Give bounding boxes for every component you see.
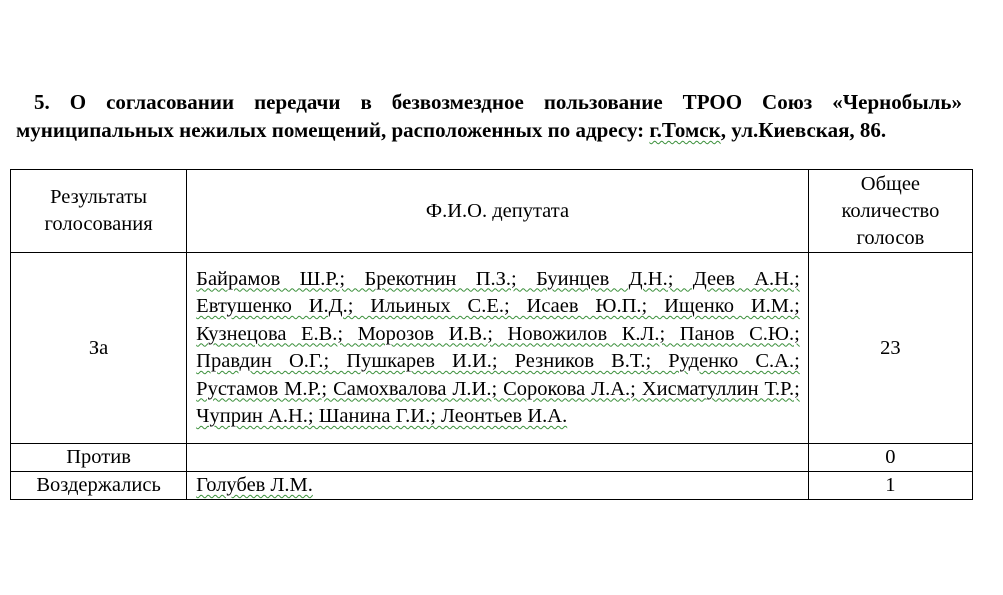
- row-result-abstained: Воздержались: [11, 472, 187, 500]
- row-total-for: 23: [808, 253, 972, 444]
- row-result-against: Против: [11, 444, 187, 472]
- header-total-votes: Общее количество голосов: [808, 170, 972, 253]
- header-deputy-name: Ф.И.О. депутата: [187, 170, 809, 253]
- row-total-against: 0: [808, 444, 972, 472]
- table-row: [11, 444, 973, 472]
- section-heading: [16, 88, 962, 144]
- row-result-for: За: [11, 253, 187, 444]
- table-row: [11, 472, 973, 500]
- section-title-text: О согласовании передачи в безвозмездное пользование ТРОО Союз «Чернобыль» муниципальных нежилых помещений, расположенных по адресу:: [16, 90, 963, 142]
- section-title-address-city: г.Томск: [649, 118, 721, 142]
- section-title-address-street: , ул.Киевская, 86.: [720, 118, 887, 142]
- row-deputies-abstained: Голубев Л.М.: [196, 474, 313, 496]
- voting-results-table: [10, 169, 973, 500]
- row-total-abstained: 1: [808, 472, 972, 500]
- row-deputies-against: [187, 444, 809, 472]
- row-deputies-abstained-cell: [187, 472, 809, 500]
- table-header-row: [11, 170, 973, 253]
- header-voting-results: Результаты голосования: [11, 170, 187, 253]
- row-deputies-for-cell: [187, 253, 809, 444]
- table-row: [11, 253, 973, 444]
- row-deputies-for: Байрамов Ш.Р.; Брекотнин П.З.; Буинцев Д.Н.; Деев А.Н.; Евтушенко И.Д.; Ильиных С.Е.; Исаев Ю.П.; Ищенко И.М.; Кузнецова Е.В.; Морозов И.В.; Новожилов К.Л.; Панов С.Ю.; Правдин О.Г.; Пушкарев И.И.; Резников В.Т.; Руденко С.А.; Рустамов М.Р.; Самохвалова Л.И.; Сорокова Л.А.; Хисматуллин Т.Р.; Чуприн А.Н.; Шанина Г.И.; Леонтьев И.А.: [196, 267, 800, 427]
- section-number: 5.: [34, 90, 50, 114]
